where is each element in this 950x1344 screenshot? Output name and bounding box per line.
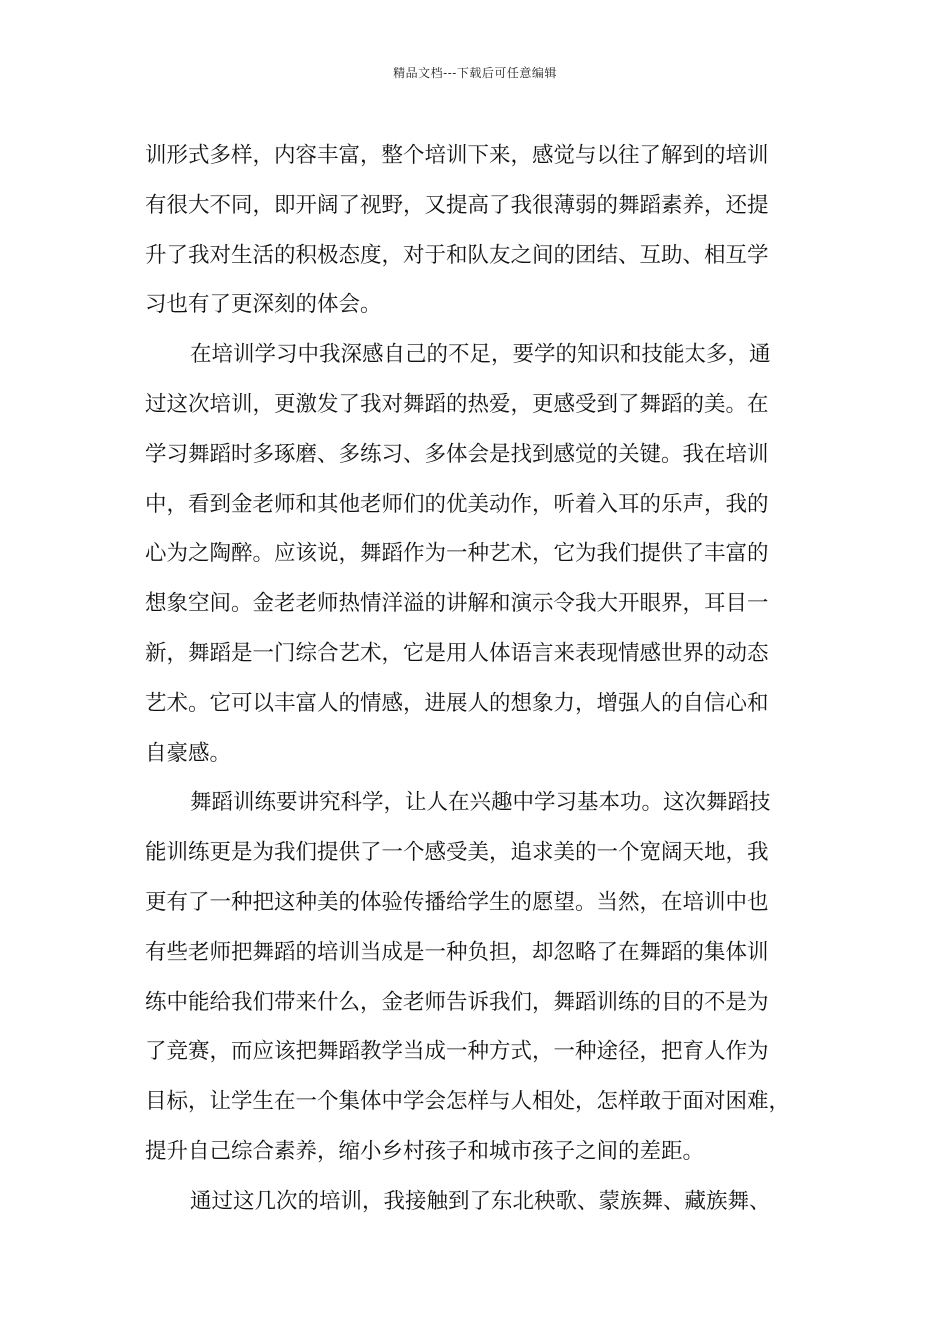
text-line: 学习舞蹈时多琢磨、多练习、多体会是找到感觉的关键。我在培训 [145,441,769,467]
text-line: 中，看到金老师和其他老师们的优美动作，听着入耳的乐声，我的 [145,491,769,517]
text-line: 提升自己综合素养，缩小乡村孩子和城市孩子之间的差距。 [145,1138,705,1164]
text-line: 心为之陶醉。应该说，舞蹈作为一种艺术，它为我们提供了丰富的 [145,541,769,567]
text-line: 艺术。它可以丰富人的情感，进展人的想象力，增强人的自信心和 [145,690,769,716]
text-line: 更有了一种把这种美的体验传播给学生的愿望。当然，在培训中也 [145,889,769,915]
paragraph-start-line: 在培训学习中我深感自己的不足，要学的知识和技能太多，通 [190,342,771,368]
text-line: 有些老师把舞蹈的培训当成是一种负担，却忽略了在舞蹈的集体训 [145,939,769,965]
page-header: 精品文档---下载后可任意编辑 [393,66,557,80]
document-body [145,131,807,1227]
text-line: 习也有了更深刻的体会。 [145,292,382,318]
text-line: 想象空间。金老老师热情洋溢的讲解和演示令我大开眼界，耳目一 [145,591,769,617]
text-line: 过这次培训，更激发了我对舞蹈的热爱，更感受到了舞蹈的美。在 [145,391,769,417]
text-line: 新，舞蹈是一门综合艺术，它是用人体语言来表现情感世界的动态 [145,640,769,666]
text-line: 升了我对生活的积极态度，对于和队友之间的团结、互助、相互学 [145,242,769,268]
text-line: 训形式多样，内容丰富，整个培训下来，感觉与以往了解到的培训 [145,143,769,168]
text-line: 有很大不同，即开阔了视野，又提高了我很薄弱的舞蹈素养，还提 [145,192,769,218]
text-line: 练中能给我们带来什么，金老师告诉我们，舞蹈训练的目的不是为 [145,989,769,1015]
text-line: 了竞赛，而应该把舞蹈教学当成一种方式，一种途径，把育人作为 [145,1039,769,1065]
text-line: 自豪感。 [145,740,232,766]
text-line: 目标，让学生在一个集体中学会怎样与人相处，怎样敢于面对困难， [145,1089,791,1115]
text-line: 能训练更是为我们提供了一个感受美，追求美的一个宽阔天地，我 [145,840,769,866]
paragraph-start-line: 通过这几次的培训，我接触到了东北秧歌、蒙族舞、藏族舞、 [190,1188,771,1214]
paragraph-start-line: 舞蹈训练要讲究科学，让人在兴趣中学习基本功。这次舞蹈技 [190,790,771,816]
